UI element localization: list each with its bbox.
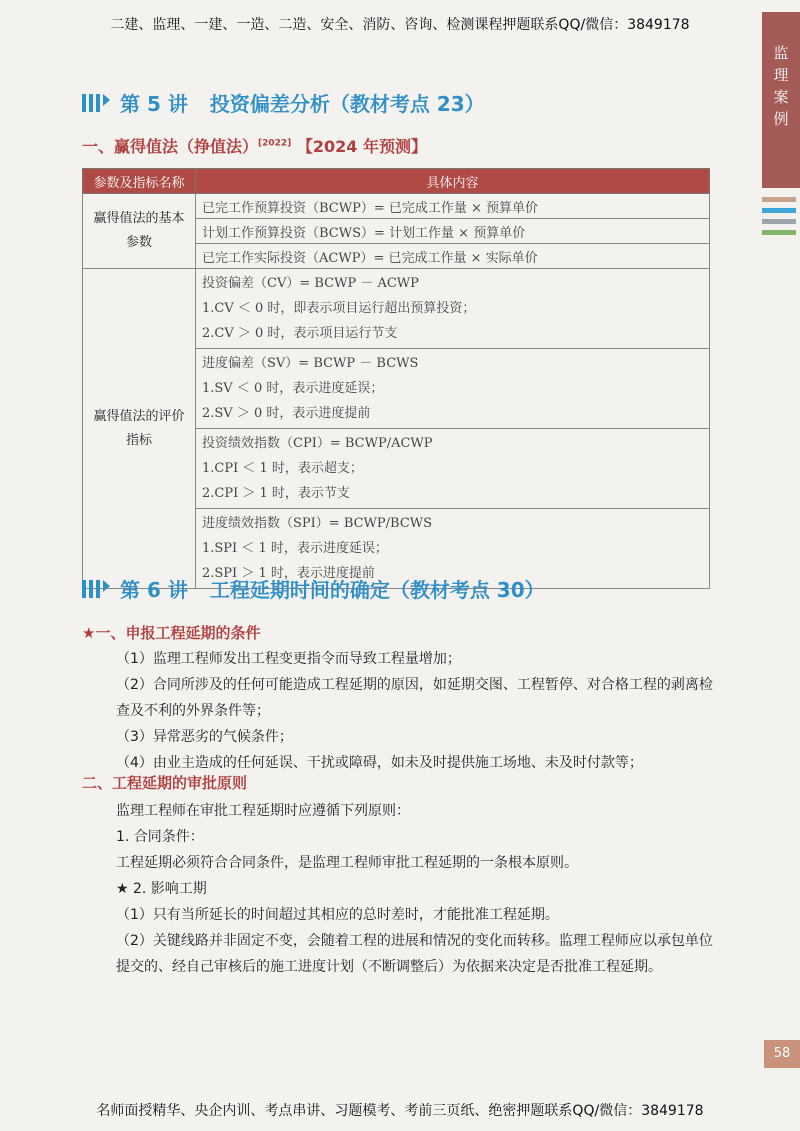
side-tab-char: 理 — [773, 66, 789, 84]
header-banner: 二建、监理、一建、一造、二造、安全、消防、咨询、检测课程押题联系QQ/微信：3849178 — [110, 17, 690, 33]
list-item: （1）只有当所延长的时间超过其相应的总时差时，才能批准工程延期。 — [116, 907, 559, 923]
lecture-5-heading — [82, 88, 485, 117]
side-tab-char: 监 — [773, 44, 789, 62]
lecture-bars-icon — [82, 580, 110, 598]
lecture-title: 工程延期时间的确定（教材考点 30） — [209, 578, 545, 602]
conditions-list — [82, 646, 722, 776]
indicator-line: 2.SV ＞ 0 时，表示进度提前 — [202, 406, 371, 421]
lecture-title: 投资偏差分析（教材考点 23） — [209, 92, 485, 116]
approval-principles — [82, 798, 722, 980]
lecture-6-heading — [82, 574, 545, 603]
indicator-formula: 投资偏差（CV）= BCWP － ACWP — [202, 276, 419, 291]
side-tab-char: 例 — [773, 110, 789, 128]
list-item: （1）监理工程师发出工程变更指令而导致工程量增加； — [116, 651, 461, 667]
table-row — [83, 194, 710, 219]
page-number: 58 — [764, 1040, 800, 1068]
subheading: 1. 合同条件： — [116, 829, 204, 845]
table-group-label: 赢得值法的评价指标 — [83, 269, 196, 589]
color-stripes — [762, 197, 796, 241]
indicator-line: 1.CV ＜ 0 时，即表示项目运行超出预算投资； — [202, 301, 476, 316]
table-group-label: 赢得值法的基本参数 — [83, 194, 196, 269]
footer-banner: 名师面授精华、央企内训、考点串讲、习题模考、考前三页纸、绝密押题联系QQ/微信：3849178 — [96, 1103, 704, 1119]
indicator-line: 2.SPI ＞ 1 时，表示进度提前 — [202, 566, 375, 581]
indicator-formula: 进度绩效指数（SPI）= BCWP/BCWS — [202, 516, 433, 531]
indicator-line: 2.CPI ＞ 1 时，表示节支 — [202, 486, 350, 501]
stripe — [762, 197, 796, 202]
table-header: 参数及指标名称 — [83, 169, 196, 194]
section-title: 一、赢得值法（挣值法） — [82, 137, 259, 156]
earned-value-table — [82, 168, 710, 589]
side-tab — [762, 12, 800, 188]
table-header-row — [83, 169, 710, 194]
indicator-line: 1.CPI ＜ 1 时，表示超支； — [202, 461, 363, 476]
list-item: （2）合同所涉及的任何可能造成工程延期的原因，如延期交图、工程暂停、对合格工程的剥离检查及不利的外界条件等； — [116, 677, 713, 719]
list-item: （4）由业主造成的任何延误、干扰或障碍，如未及时提供施工场地、未及时付款等； — [116, 755, 643, 771]
section-heading — [82, 134, 427, 157]
paragraph: 监理工程师在审批工程延期时应遵循下列原则： — [116, 803, 410, 819]
stripe — [762, 230, 796, 235]
table-header: 具体内容 — [196, 169, 710, 194]
table-cell: 已完工作实际投资（ACWP）= 已完成工作量 × 实际单价 — [196, 244, 710, 269]
side-tab-char: 案 — [773, 88, 789, 106]
lecture-number: 第 6 讲 — [120, 578, 188, 602]
table-cell: 已完工作预算投资（BCWP）= 已完成工作量 × 预算单价 — [196, 194, 710, 219]
indicator-formula: 投资绩效指数（CPI）= BCWP/ACWP — [202, 436, 433, 451]
section-tag: 【2024 年预测】 — [296, 137, 427, 156]
subheading: ★ 2. 影响工期 — [116, 881, 207, 897]
list-item: （2）关键线路并非固定不变，会随着工程的进展和情况的变化而转移。监理工程师应以承包单位提交的、经自己审核后的施工进度计划（不断调整后）为依据来决定是否批准工程延期。 — [116, 933, 713, 975]
indicator-line: 2.CV ＞ 0 时，表示项目运行节支 — [202, 326, 398, 341]
indicator-formula: 进度偏差（SV）= BCWP － BCWS — [202, 356, 419, 371]
paragraph: 工程延期必须符合合同条件，是监理工程师审批工程延期的一条根本原则。 — [116, 855, 578, 871]
section-year: [2022] — [258, 138, 292, 149]
stripe — [762, 219, 796, 224]
section-heading: ★一、申报工程延期的条件 — [82, 624, 261, 642]
lecture-bars-icon — [82, 94, 110, 112]
section-heading: 二、工程延期的审批原则 — [82, 774, 248, 792]
table-cell — [196, 349, 710, 429]
table-cell — [196, 429, 710, 509]
lecture-number: 第 5 讲 — [120, 92, 188, 116]
table-row — [83, 269, 710, 349]
list-item: （3）异常恶劣的气候条件； — [116, 729, 293, 745]
indicator-line: 1.SV ＜ 0 时，表示进度延误； — [202, 381, 384, 396]
table-cell: 计划工作预算投资（BCWS）= 计划工作量 × 预算单价 — [196, 219, 710, 244]
stripe — [762, 208, 796, 213]
table-cell — [196, 269, 710, 349]
indicator-line: 1.SPI ＜ 1 时，表示进度延误； — [202, 541, 388, 556]
